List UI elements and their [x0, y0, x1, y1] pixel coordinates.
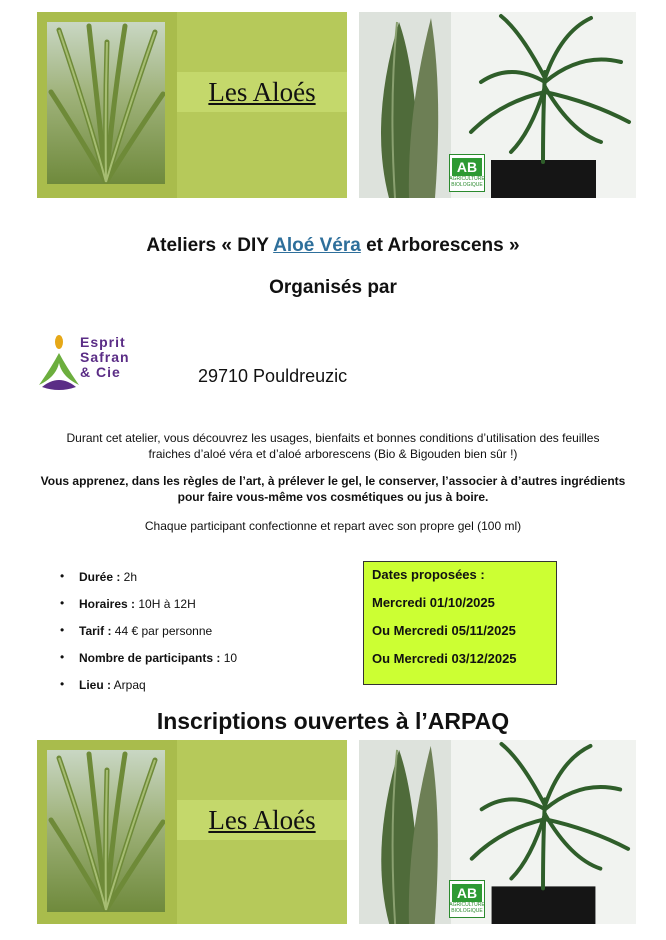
- banner-title: Les Aloés: [208, 804, 316, 835]
- details-list: [60, 570, 237, 705]
- inscriptions-heading: Inscriptions ouvertes à l’ARPAQ: [156, 708, 510, 734]
- ab-organic-logo: AB AGRICULTURE BIOLOGIQUE: [449, 880, 485, 918]
- workshop-title: Ateliers « DIY Aloé Véra et Arborescens »: [146, 235, 520, 256]
- bottom-banner: [37, 740, 636, 924]
- date-2: Ou Mercredi 05/11/2025: [372, 623, 516, 638]
- date-1: Mercredi 01/10/2025: [372, 595, 495, 610]
- banner-title-box: [177, 72, 347, 112]
- date-3: Ou Mercredi 03/12/2025: [372, 651, 517, 666]
- top-banner: [37, 12, 636, 198]
- list-item: • Durée : 2h: [60, 570, 237, 597]
- esprit-safran-logo: Esprit Safran & Cie: [36, 333, 151, 393]
- banner-title: Les Aloés: [208, 76, 316, 107]
- list-item: • Horaires : 10H à 12H: [60, 597, 237, 624]
- banner-green-panel: [37, 740, 347, 924]
- list-item: • Lieu : Arpaq: [60, 678, 237, 705]
- list-item: • Tarif : 44 € par personne: [60, 624, 237, 651]
- ab-organic-logo: AB AGRICULTURE BIOLOGIQUE: [449, 154, 485, 192]
- description-paragraph-2: Vous apprenez, dans les règles de l’art, à prélever le gel, le conserver, l’associer à d’autres ingrédients pour faire vous-même vos cosmétiques ou jus à boire.: [40, 474, 626, 504]
- description-paragraph-1: Durant cet atelier, vous découvrez les usages, bienfaits et bonnes conditions d’utilisation des feuilles fraiches d’aloé véra et d’aloé arborescens (Bio & Bigouden bien sûr !): [66, 431, 600, 461]
- description-paragraph-3: Chaque participant confectionne et repart avec son propre gel (100 ml): [144, 519, 522, 533]
- aloe-leaf-photo: [359, 740, 451, 924]
- list-item: • Nombre de participants : 10: [60, 651, 237, 678]
- aloe-vera-link[interactable]: Aloé Véra: [273, 235, 361, 256]
- organizer-address: 29710 Pouldreuzic: [198, 366, 348, 386]
- aloe-leaf-photo: [359, 12, 451, 198]
- dates-title: Dates proposées :: [372, 567, 485, 582]
- banner-title-box: [177, 800, 347, 840]
- aloe-vera-photo: [47, 750, 165, 912]
- banner-green-panel: [37, 12, 347, 198]
- aloe-vera-photo: [47, 22, 165, 184]
- organised-by: Organisés par: [269, 277, 397, 298]
- proposed-dates-box: [363, 561, 557, 685]
